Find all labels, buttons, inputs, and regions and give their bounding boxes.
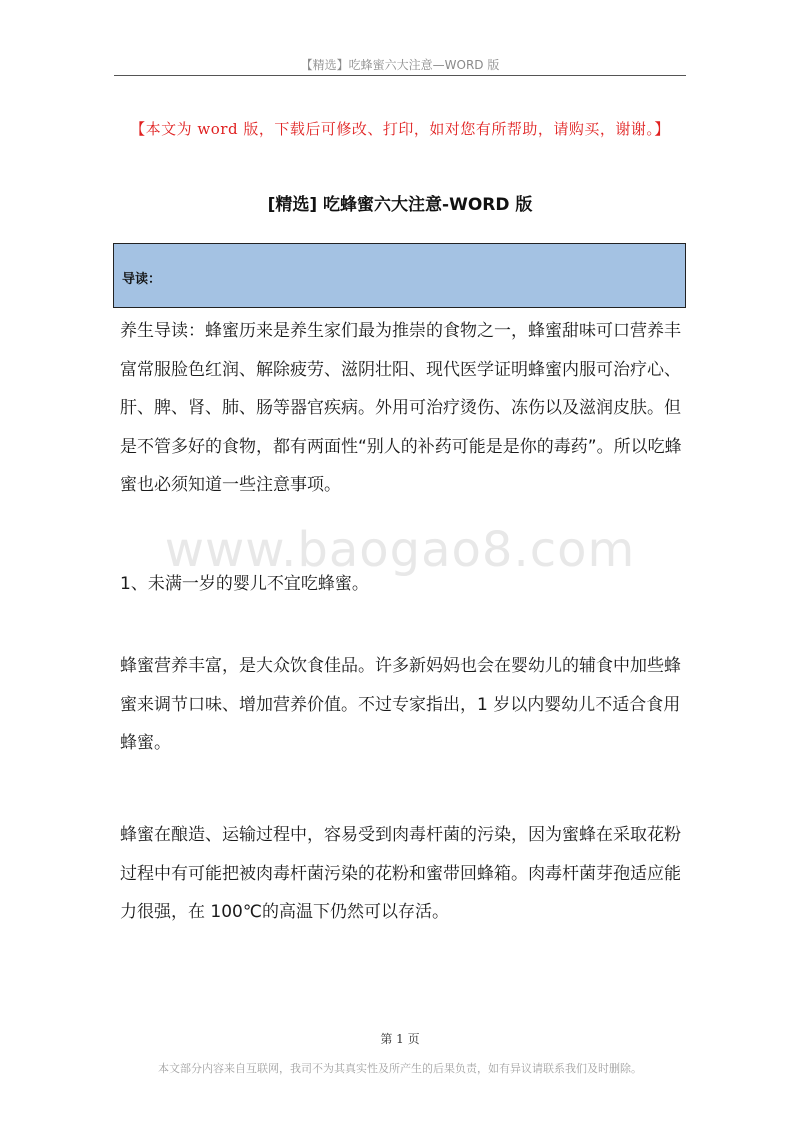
page-number: 第 1 页	[380, 1032, 420, 1046]
footer-disclaimer: 本文部分内容来自互联网，我司不为其真实性及所产生的后果负责，如有异议请联系我们及时删除。	[158, 1062, 642, 1075]
guide-label: 导读：	[122, 272, 162, 287]
page-header-title: 【精选】吃蜂蜜六大注意—WORD 版	[300, 58, 500, 72]
header-divider	[114, 75, 686, 76]
document-title: [精选] 吃蜂蜜六大注意-WORD 版	[267, 195, 533, 215]
watermark: www.baogao8.com	[164, 522, 636, 578]
paragraph-heading-1: 1、未满一岁的婴儿不宜吃蜂蜜。	[120, 574, 369, 594]
paragraph-nutrition: 蜂蜜营养丰富，是大众饮食佳品。许多新妈妈也会在婴幼儿的辅食中加些蜂蜜来调节口味、增加营养价值。不过专家指出，1 岁以内婴幼儿不适合食用蜂蜜。	[120, 656, 681, 753]
download-notice: 【本文为 word 版，下载后可修改、打印，如对您有所帮助，请购买，谢谢。】	[130, 120, 670, 138]
paragraph-botulinum: 蜂蜜在酿造、运输过程中，容易受到肉毒杆菌的污染，因为蜜蜂在采取花粉过程中有可能把被肉毒杆菌污染的花粉和蜜带回蜂箱。肉毒杆菌芽孢适应能力很强，在 100℃的高温下仍然可以存活。	[120, 825, 681, 922]
paragraph-intro: 养生导读：蜂蜜历来是养生家们最为推崇的食物之一，蜂蜜甜味可口营养丰富常服脸色红润、解除疲劳、滋阴壮阳、现代医学证明蜂蜜内服可治疗心、肝、脾、肾、肺、肠等器官疾病。外用可治疗烫伤、冻伤以及滋润皮肤。但是不管多好的食物，都有两面性“别人的补药可能是是你的毒药”。所以吃蜂蜜也必须知道一些注意事项。	[120, 321, 682, 495]
guide-box	[113, 243, 686, 308]
